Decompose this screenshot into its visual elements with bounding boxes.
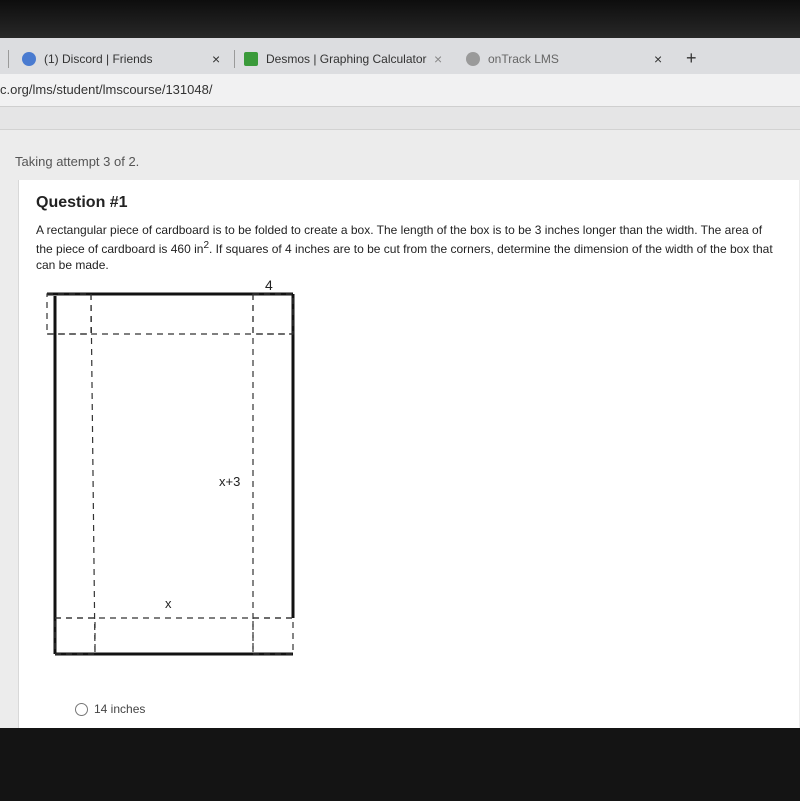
- url-text[interactable]: c.org/lms/student/lmscourse/131048/: [0, 82, 213, 97]
- cardboard-diagram: [43, 278, 303, 658]
- tab-label: onTrack LMS: [488, 52, 559, 66]
- bookmarks-bar: [0, 107, 800, 130]
- tab-separator: [8, 50, 9, 68]
- page-content: [0, 130, 800, 730]
- corner-square-bottom-right: [253, 618, 293, 654]
- tab-label: (1) Discord | Friends: [44, 52, 153, 66]
- tab-discord[interactable]: [22, 44, 232, 74]
- length-label: x+3: [219, 474, 241, 489]
- answer-option-a[interactable]: [75, 702, 145, 716]
- answer-option-label: 14 inches: [94, 702, 146, 716]
- corner-size-label: 4: [265, 278, 273, 293]
- question-text: [36, 222, 781, 273]
- tab-separator: [234, 50, 235, 68]
- width-label: x: [165, 596, 172, 611]
- tab-label: Desmos | Graphing Calculator: [266, 52, 427, 66]
- corner-square-bottom-left: [55, 618, 95, 654]
- question-title: Question #1: [36, 194, 128, 211]
- new-tab-button[interactable]: +: [686, 48, 697, 68]
- corner-square-top-right: [253, 294, 293, 334]
- ontrack-icon: [466, 52, 480, 66]
- radio-button[interactable]: [75, 703, 88, 716]
- question-card: [18, 180, 799, 730]
- tab-strip: [0, 38, 800, 74]
- tab-desmos[interactable]: [244, 44, 454, 74]
- close-tab-icon[interactable]: ×: [654, 51, 663, 67]
- area-exponent: 2: [203, 240, 210, 251]
- device-bezel-bottom: [0, 728, 800, 801]
- browser-window: [0, 38, 800, 730]
- fold-line-left: [91, 294, 95, 654]
- address-bar[interactable]: [0, 74, 800, 107]
- question-text-part2: . If squares of 4 inches are to be cut from the corners, determine the dimension of the width of the box that can be made.: [36, 242, 773, 272]
- device-bezel-top: [0, 0, 800, 40]
- attempt-status: Taking attempt 3 of 2.: [15, 154, 140, 169]
- discord-icon: [22, 52, 36, 66]
- close-tab-icon[interactable]: ×: [212, 51, 221, 67]
- question-text-part1: A rectangular piece of cardboard is to be folded to create a box. The length of the box is to be 3 inches longer than the width. The area of the piece of cardboard is 460 in: [36, 223, 763, 256]
- desmos-icon: [244, 52, 258, 66]
- tab-ontrack[interactable]: [466, 44, 676, 74]
- close-tab-icon[interactable]: ×: [434, 51, 443, 67]
